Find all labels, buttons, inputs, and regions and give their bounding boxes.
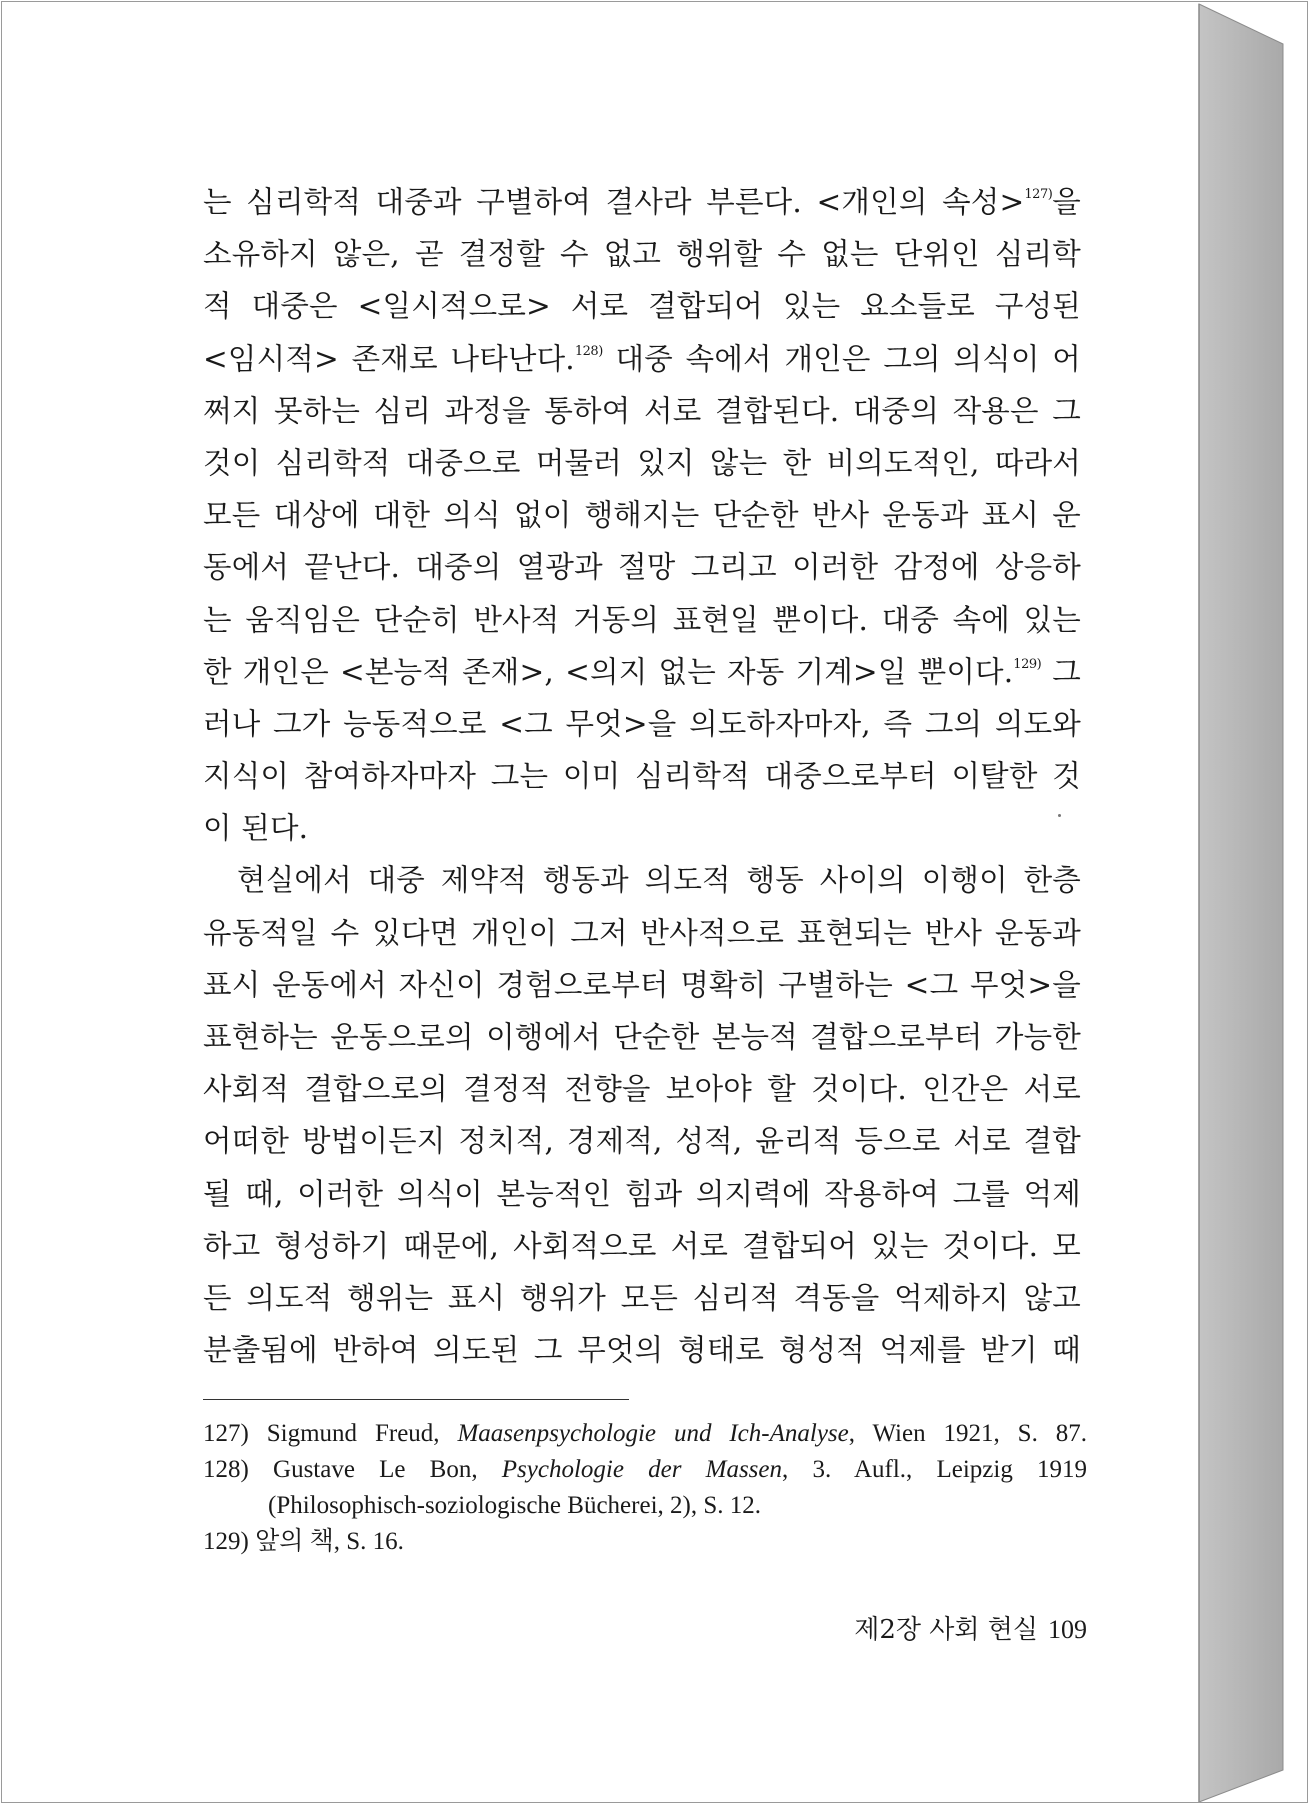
text-line: 표현하는 운동으로의 이행에서 단순한 본능적 결합으로부터 가능한: [203, 1020, 1081, 1054]
text-line: 것이 심리학적 대중으로 머물러 있지 않는 한 비의도적인, 따라서: [203, 445, 1081, 480]
text-line: 현실에서 대중 제약적 행동과 의도적 행동 사이의 이행이 한층: [237, 863, 1081, 898]
text-line: 어떠한 방법이든지 정치적, 경제적, 성적, 윤리적 등으로 서로 결합: [203, 1124, 1081, 1159]
text-line: 소유하지 않은, 곧 결정할 수 없고 행위할 수 없는 단위인 심리학: [203, 237, 1081, 272]
text-line: 될 때, 이러한 의식이 본능적인 힘과 의지력에 작용하여 그를 억제: [203, 1176, 1081, 1211]
text-line: 는 움직임은 단순히 반사적 거동의 표현일 뿐이다. 대중 속에 있는: [203, 602, 1081, 637]
footnote-127: 127) Sigmund Freud, Maasenpsychologie und Ich-Analyse, Wien 1921, S. 87.: [203, 1420, 1088, 1447]
text-line: <임시적> 존재로 나타난다.$^{128)}$ 대중 속에서 개인은 그의 의식이 어: [203, 341, 1081, 376]
text-line: 모든 대상에 대한 의식 없이 행해지는 단순한 반사 운동과 표시 운: [203, 498, 1081, 533]
footnote-129: 129) 앞의 책, S. 16.: [203, 1528, 404, 1555]
footnote-ref[interactable]: 129): [1013, 656, 1042, 672]
text-line: 이 된다.: [203, 811, 309, 846]
text-line: 하고 형성하기 때문에, 사회적으로 서로 결합되어 있는 것이다. 모: [203, 1228, 1081, 1263]
text-line: 러나 그가 능동적으로 <그 무엇>을 의도하자마자, 즉 그의 의도와: [203, 706, 1081, 741]
footnote-128: 128) Gustave Le Bon, Psychologie der Massen, 3. Aufl., Leipzig 1919: [203, 1456, 1088, 1483]
footnote-ref[interactable]: 128): [574, 343, 603, 359]
text-line: 유동적일 수 있다면 개인이 그저 반사적으로 표현되는 반사 운동과: [203, 915, 1081, 950]
footnote-ref[interactable]: 127): [1024, 187, 1053, 202]
text-line: 지식이 참여하자마자 그는 이미 심리학적 대중으로부터 이탈한 것: [203, 759, 1081, 794]
text-line: 적 대중은 <일시적으로> 서로 결합되어 있는 요소들로 구성된: [203, 289, 1081, 324]
text-line: 는 심리학적 대중과 구별하여 결사라 부른다. <개인의 속성>$^{127)}$을: [203, 185, 1081, 219]
page-number: 109: [1048, 1615, 1087, 1644]
text-line: 사회적 결합으로의 결정적 전향을 보아야 할 것이다. 인간은 서로: [203, 1072, 1081, 1107]
footnote-128-continued: (Philosophisch-soziologische Bücherei, 2), S. 12.: [268, 1492, 761, 1519]
text-line: 표시 운동에서 자신이 경험으로부터 명확히 구별하는 <그 무엇>을: [203, 967, 1081, 1002]
text-line: 쩌지 못하는 심리 과정을 통하여 서로 결합된다. 대중의 작용은 그: [203, 393, 1081, 428]
text-line: 한 개인은 <본능적 존재>, <의지 없는 자동 기계>일 뿐이다.$^{129)}$ 그: [203, 654, 1081, 689]
text-line: 든 의도적 행위는 표시 행위가 모든 심리적 격동을 억제하지 않고: [203, 1280, 1081, 1315]
chapter-title: 제2장 사회 현실: [854, 1615, 1038, 1645]
text-line: 분출됨에 반하여 의도된 그 무엇의 형태로 형성적 억제를 받기 때: [203, 1333, 1081, 1368]
text-line: 동에서 끝난다. 대중의 열광과 절망 그리고 이러한 감정에 상응하: [203, 550, 1081, 585]
scan-border: [1, 1, 1308, 1803]
